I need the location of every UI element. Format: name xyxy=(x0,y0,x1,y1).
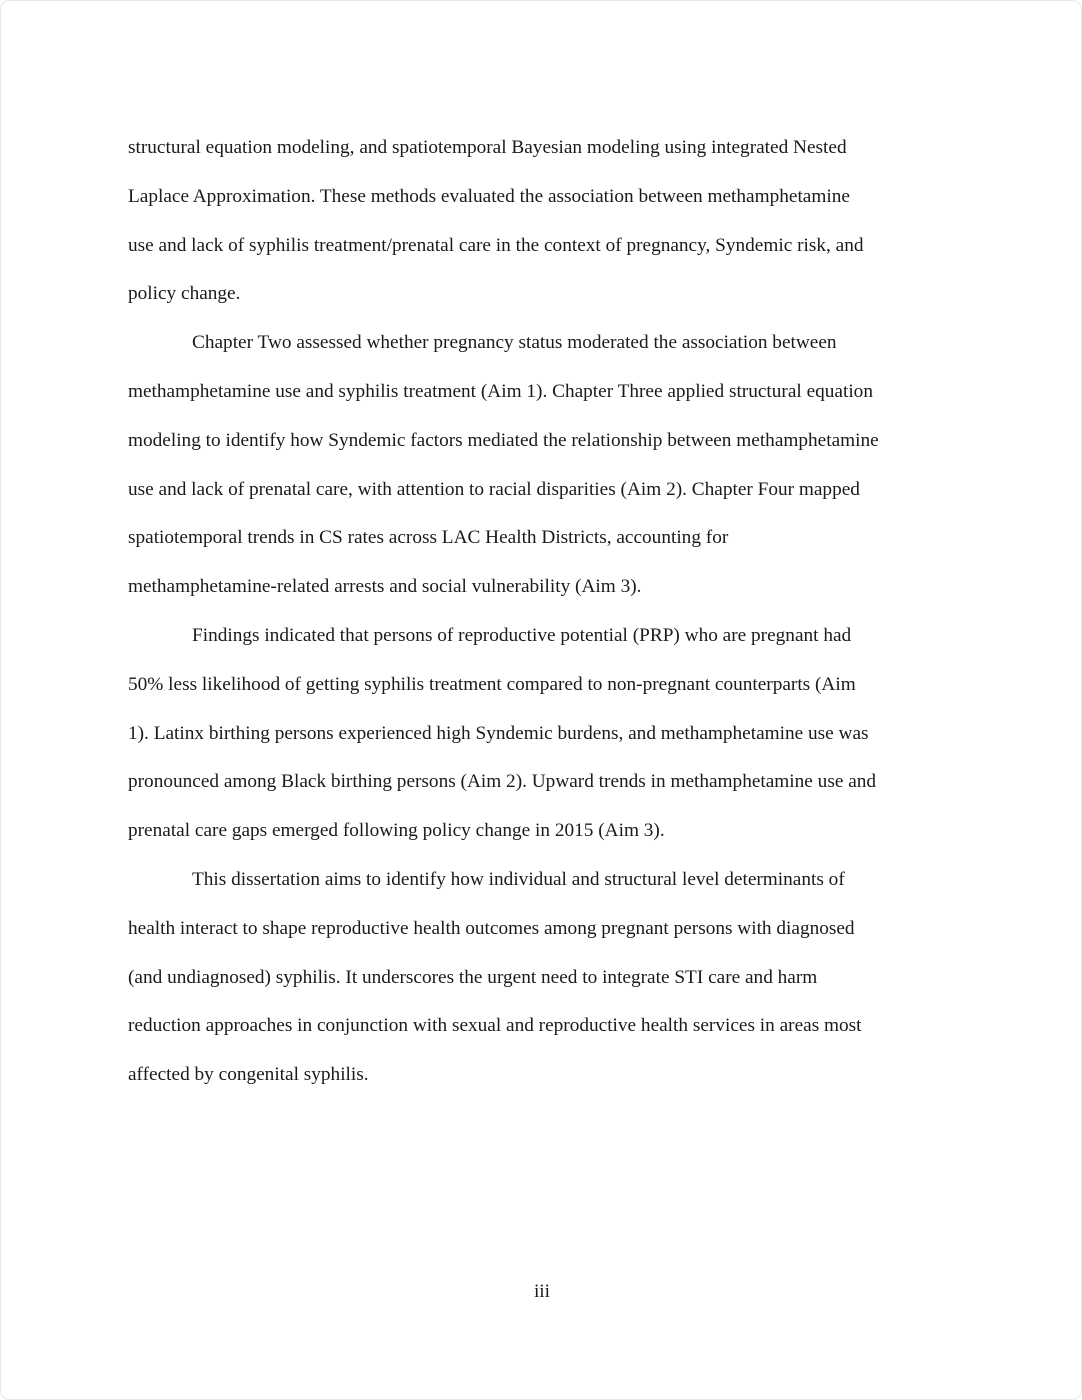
paragraph-line: 1). Latinx birthing persons experienced high Syndemic burdens, and methamphetamine use was xyxy=(128,722,869,744)
paragraph-line: 50% less likelihood of getting syphilis treatment compared to non-pregnant counterparts (Aim xyxy=(128,673,856,695)
paragraph-line: health interact to shape reproductive health outcomes among pregnant persons with diagnosed xyxy=(128,917,855,939)
paragraph-line: affected by congenital syphilis. xyxy=(128,1064,369,1086)
paragraph-3 xyxy=(128,612,958,856)
paragraph-line: reduction approaches in conjunction with sexual and reproductive health services in areas most xyxy=(128,1015,862,1037)
paragraph-line: This dissertation aims to identify how individual and structural level determinants of xyxy=(192,868,845,890)
paragraph-line: Laplace Approximation. These methods evaluated the association between methamphetamine xyxy=(128,185,850,207)
paragraph-line: prenatal care gaps emerged following policy change in 2015 (Aim 3). xyxy=(128,820,665,842)
paragraph-line: use and lack of prenatal care, with attention to racial disparities (Aim 2). Chapter Four mapped xyxy=(128,478,860,500)
paragraph-line: Findings indicated that persons of reproductive potential (PRP) who are pregnant had xyxy=(192,624,852,646)
page-number: iii xyxy=(533,1281,551,1302)
paragraph-line: use and lack of syphilis treatment/prenatal care in the context of pregnancy, Syndemic risk, and xyxy=(128,234,864,256)
paragraph-line: methamphetamine-related arrests and social vulnerability (Aim 3). xyxy=(128,576,642,598)
paragraph-line: methamphetamine use and syphilis treatment (Aim 1). Chapter Three applied structural equation xyxy=(128,380,873,402)
paragraph-line: spatiotemporal trends in CS rates across LAC Health Districts, accounting for xyxy=(128,527,729,549)
paragraph-line: structural equation modeling, and spatiotemporal Bayesian modeling using integrated Nested xyxy=(128,137,847,158)
paragraph-line: modeling to identify how Syndemic factors mediated the relationship between methamphetamine xyxy=(128,429,879,451)
paragraph-line: (and undiagnosed) syphilis. It underscores the urgent need to integrate STI care and harm xyxy=(128,966,818,988)
paragraph-2 xyxy=(128,319,958,612)
paragraph-4 xyxy=(128,856,958,1100)
paragraph-line: policy change. xyxy=(128,283,241,305)
body-text xyxy=(128,124,958,1100)
paragraph-line: Chapter Two assessed whether pregnancy status moderated the association between xyxy=(192,332,837,354)
paragraph-line: pronounced among Black birthing persons (Aim 2). Upward trends in methamphetamine use and xyxy=(128,771,877,793)
paragraph-1 xyxy=(128,124,958,319)
